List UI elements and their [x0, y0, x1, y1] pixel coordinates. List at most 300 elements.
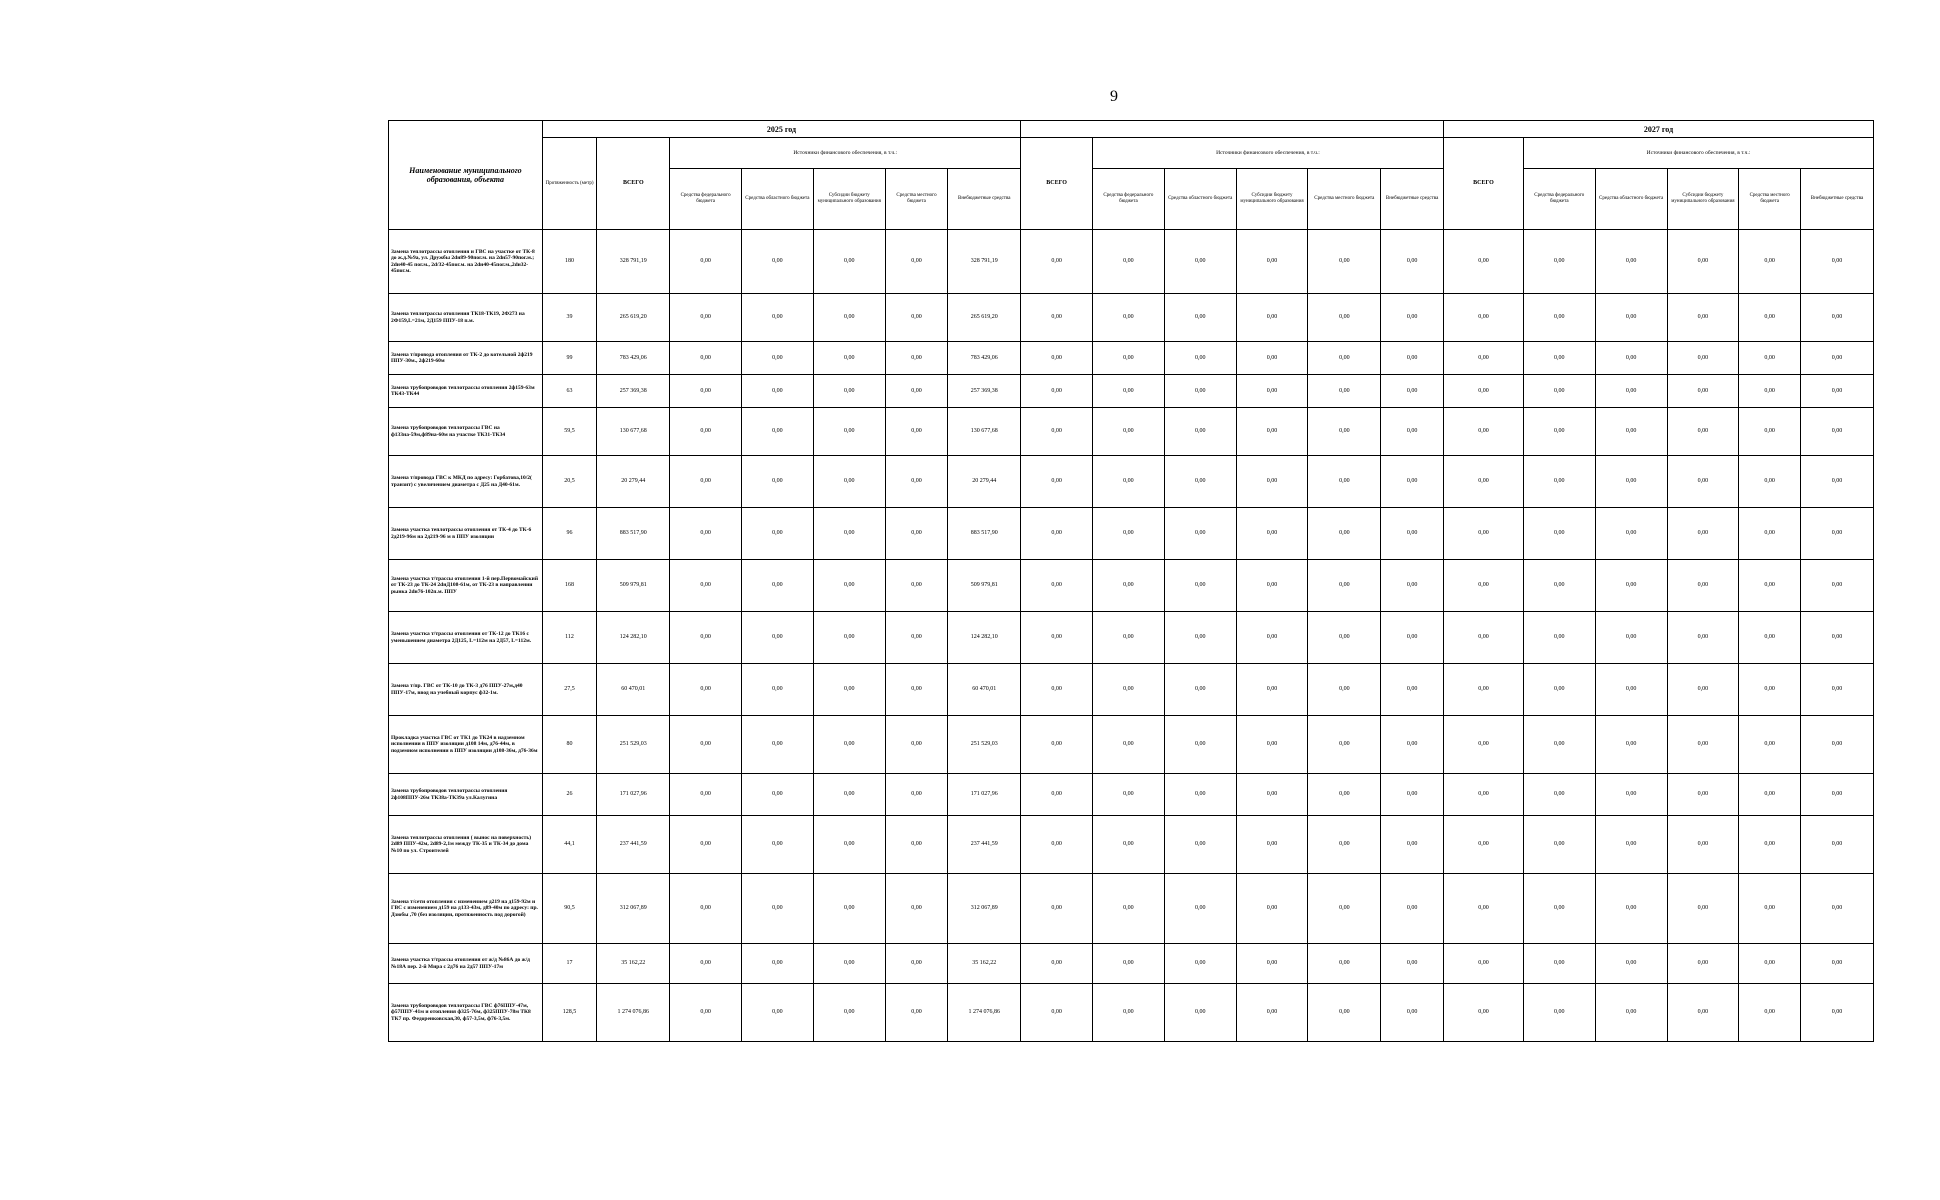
zero-value-cell: 0,00	[1308, 230, 1381, 294]
zero-value-cell: 0,00	[1021, 294, 1093, 342]
table-row	[389, 375, 1874, 408]
source-value-cell: 0,00	[742, 774, 814, 816]
source-value-cell: 0,00	[742, 508, 814, 560]
zero-value-cell: 0,00	[1164, 456, 1236, 508]
zero-value-cell: 0,00	[1523, 664, 1595, 716]
source-value-cell: 0,00	[885, 944, 948, 984]
zero-value-cell: 0,00	[1443, 664, 1523, 716]
zero-value-cell: 0,00	[1667, 508, 1739, 560]
zero-value-cell: 0,00	[1801, 716, 1874, 774]
zero-value-cell: 0,00	[1595, 375, 1667, 408]
length-cell: 44,1	[542, 816, 597, 874]
zero-value-cell: 0,00	[1308, 816, 1381, 874]
length-cell: 128,5	[542, 984, 597, 1042]
zero-value-cell: 0,00	[1801, 774, 1874, 816]
source-column-header: Субсидии бюджету муниципального образования	[1236, 169, 1308, 230]
zero-value-cell: 0,00	[1739, 612, 1801, 664]
zero-value-cell: 0,00	[1021, 774, 1093, 816]
zero-value-cell: 0,00	[1523, 294, 1595, 342]
object-name-cell: Замена участка т/трассы отопления от ж/д №86А до ж/д №18А пер. 2-й Мира с 2д76 на 2д57 ППУ-17м	[389, 944, 543, 984]
zero-value-cell: 0,00	[1595, 716, 1667, 774]
source-value-cell: 0,00	[670, 456, 742, 508]
source-value-cell: 509 979,81	[948, 560, 1021, 612]
source-value-cell: 0,00	[813, 664, 885, 716]
zero-value-cell: 0,00	[1308, 408, 1381, 456]
zero-value-cell: 0,00	[1667, 456, 1739, 508]
source-value-cell: 0,00	[670, 612, 742, 664]
zero-value-cell: 0,00	[1236, 874, 1308, 944]
length-cell: 27,5	[542, 664, 597, 716]
zero-value-cell: 0,00	[1092, 664, 1164, 716]
zero-value-cell: 0,00	[1739, 375, 1801, 408]
source-value-cell: 0,00	[885, 375, 948, 408]
total-cell: 265 619,20	[597, 294, 670, 342]
zero-value-cell: 0,00	[1595, 774, 1667, 816]
source-column-header: Средства федерального бюджета	[670, 169, 742, 230]
zero-value-cell: 0,00	[1801, 664, 1874, 716]
zero-value-cell: 0,00	[1595, 874, 1667, 944]
total-column-header: ВСЕГО	[1021, 138, 1093, 230]
source-value-cell: 0,00	[742, 984, 814, 1042]
table-row	[389, 984, 1874, 1042]
zero-value-cell: 0,00	[1236, 774, 1308, 816]
zero-value-cell: 0,00	[1381, 612, 1444, 664]
zero-value-cell: 0,00	[1443, 560, 1523, 612]
zero-value-cell: 0,00	[1164, 612, 1236, 664]
zero-value-cell: 0,00	[1595, 560, 1667, 612]
source-value-cell: 171 027,96	[948, 774, 1021, 816]
source-value-cell: 0,00	[885, 774, 948, 816]
zero-value-cell: 0,00	[1739, 342, 1801, 375]
zero-value-cell: 0,00	[1236, 294, 1308, 342]
object-name-cell: Замена участка т/трассы отопления от ТК-12 до ТК16 с уменьшением диаметра 2Д125, L=112м на 2Д57, L=112м.	[389, 612, 543, 664]
source-column-header: Средства местного бюджета	[1739, 169, 1801, 230]
zero-value-cell: 0,00	[1523, 560, 1595, 612]
zero-value-cell: 0,00	[1164, 944, 1236, 984]
zero-value-cell: 0,00	[1443, 408, 1523, 456]
zero-value-cell: 0,00	[1164, 294, 1236, 342]
zero-value-cell: 0,00	[1595, 508, 1667, 560]
object-name-cell: Замена участка теплотрассы отопления от ТК-4 до ТК-6 2д219-96м на 2д219-96 м в ППУ изоляции	[389, 508, 543, 560]
zero-value-cell: 0,00	[1523, 408, 1595, 456]
object-name-cell: Замена теплотрассы отопления ( вынос на поверхность) 2d89 ППУ-42м, 2d89-2,1м между ТК-35 и ТК-34 до дома №10 по ул. Строителей	[389, 816, 543, 874]
zero-value-cell: 0,00	[1667, 408, 1739, 456]
zero-value-cell: 0,00	[1381, 456, 1444, 508]
zero-value-cell: 0,00	[1801, 874, 1874, 944]
zero-value-cell: 0,00	[1308, 342, 1381, 375]
length-cell: 59,5	[542, 408, 597, 456]
table-row	[389, 944, 1874, 984]
zero-value-cell: 0,00	[1092, 984, 1164, 1042]
zero-value-cell: 0,00	[1667, 560, 1739, 612]
source-value-cell: 0,00	[670, 874, 742, 944]
zero-value-cell: 0,00	[1523, 816, 1595, 874]
zero-value-cell: 0,00	[1092, 774, 1164, 816]
table-row	[389, 716, 1874, 774]
source-value-cell: 0,00	[885, 984, 948, 1042]
zero-value-cell: 0,00	[1381, 874, 1444, 944]
source-value-cell: 0,00	[813, 816, 885, 874]
name-column-header: Наименование муниципального образования, объекта	[389, 121, 543, 230]
zero-value-cell: 0,00	[1381, 716, 1444, 774]
source-value-cell: 237 441,59	[948, 816, 1021, 874]
length-cell: 63	[542, 375, 597, 408]
length-cell: 99	[542, 342, 597, 375]
zero-value-cell: 0,00	[1021, 560, 1093, 612]
total-cell: 1 274 076,86	[597, 984, 670, 1042]
zero-value-cell: 0,00	[1739, 456, 1801, 508]
table-row	[389, 816, 1874, 874]
zero-value-cell: 0,00	[1021, 456, 1093, 508]
source-value-cell: 328 791,19	[948, 230, 1021, 294]
object-name-cell: Замена трубопроводов теплотрассы ГВС ф76ППУ-47м, ф57ППУ-41м и отопления ф325-76м, ф325ППУ-78м ТК8 ТК7 пр. Федоренковская,30, ф57-3,5м, ф76-3,5м.	[389, 984, 543, 1042]
source-column-header: Средства областного бюджета	[1595, 169, 1667, 230]
zero-value-cell: 0,00	[1308, 774, 1381, 816]
total-cell: 171 027,96	[597, 774, 670, 816]
source-value-cell: 0,00	[813, 560, 885, 612]
zero-value-cell: 0,00	[1092, 560, 1164, 612]
source-value-cell: 0,00	[813, 375, 885, 408]
source-value-cell: 0,00	[670, 716, 742, 774]
zero-value-cell: 0,00	[1801, 408, 1874, 456]
source-value-cell: 0,00	[885, 508, 948, 560]
source-value-cell: 0,00	[670, 816, 742, 874]
zero-value-cell: 0,00	[1308, 984, 1381, 1042]
object-name-cell: Замена т/провода отопления от ТК-2 до котельной 2ф219 ППУ-30м., 2ф219-60м	[389, 342, 543, 375]
zero-value-cell: 0,00	[1667, 774, 1739, 816]
table-row	[389, 342, 1874, 375]
zero-value-cell: 0,00	[1523, 984, 1595, 1042]
zero-value-cell: 0,00	[1021, 874, 1093, 944]
source-value-cell: 0,00	[813, 508, 885, 560]
source-value-cell: 124 282,10	[948, 612, 1021, 664]
zero-value-cell: 0,00	[1308, 294, 1381, 342]
zero-value-cell: 0,00	[1739, 774, 1801, 816]
zero-value-cell: 0,00	[1092, 408, 1164, 456]
zero-value-cell: 0,00	[1381, 294, 1444, 342]
source-value-cell: 1 274 076,86	[948, 984, 1021, 1042]
source-value-cell: 0,00	[885, 342, 948, 375]
zero-value-cell: 0,00	[1523, 774, 1595, 816]
source-value-cell: 0,00	[742, 408, 814, 456]
table-row	[389, 230, 1874, 294]
budget-table	[388, 120, 1874, 1042]
zero-value-cell: 0,00	[1308, 560, 1381, 612]
zero-value-cell: 0,00	[1092, 612, 1164, 664]
source-value-cell: 0,00	[813, 408, 885, 456]
zero-value-cell: 0,00	[1092, 716, 1164, 774]
source-value-cell: 0,00	[670, 508, 742, 560]
zero-value-cell: 0,00	[1381, 664, 1444, 716]
source-value-cell: 0,00	[670, 984, 742, 1042]
length-cell: 39	[542, 294, 597, 342]
zero-value-cell: 0,00	[1523, 612, 1595, 664]
zero-value-cell: 0,00	[1308, 375, 1381, 408]
zero-value-cell: 0,00	[1739, 944, 1801, 984]
zero-value-cell: 0,00	[1381, 375, 1444, 408]
source-value-cell: 0,00	[885, 716, 948, 774]
zero-value-cell: 0,00	[1667, 716, 1739, 774]
zero-value-cell: 0,00	[1308, 716, 1381, 774]
zero-value-cell: 0,00	[1236, 612, 1308, 664]
zero-value-cell: 0,00	[1164, 560, 1236, 612]
total-cell: 237 441,59	[597, 816, 670, 874]
zero-value-cell: 0,00	[1667, 375, 1739, 408]
zero-value-cell: 0,00	[1308, 874, 1381, 944]
zero-value-cell: 0,00	[1595, 612, 1667, 664]
zero-value-cell: 0,00	[1443, 984, 1523, 1042]
total-cell: 257 369,38	[597, 375, 670, 408]
zero-value-cell: 0,00	[1381, 230, 1444, 294]
source-value-cell: 20 279,44	[948, 456, 1021, 508]
sources-header: Источники финансового обеспечения, в т.ч.:	[1523, 138, 1873, 169]
zero-value-cell: 0,00	[1443, 342, 1523, 375]
source-value-cell: 0,00	[742, 874, 814, 944]
zero-value-cell: 0,00	[1739, 984, 1801, 1042]
zero-value-cell: 0,00	[1801, 294, 1874, 342]
length-cell: 80	[542, 716, 597, 774]
zero-value-cell: 0,00	[1021, 508, 1093, 560]
zero-value-cell: 0,00	[1236, 342, 1308, 375]
zero-value-cell: 0,00	[1092, 508, 1164, 560]
length-column-header: Протяженность (метр)	[542, 138, 597, 230]
source-column-header: Средства местного бюджета	[1308, 169, 1381, 230]
zero-value-cell: 0,00	[1443, 716, 1523, 774]
source-value-cell: 0,00	[885, 408, 948, 456]
total-cell: 20 279,44	[597, 456, 670, 508]
zero-value-cell: 0,00	[1164, 664, 1236, 716]
source-column-header: Субсидии бюджету муниципального образования	[1667, 169, 1739, 230]
source-value-cell: 60 470,01	[948, 664, 1021, 716]
source-value-cell: 0,00	[742, 612, 814, 664]
source-value-cell: 883 517,90	[948, 508, 1021, 560]
page-number: 9	[1110, 88, 1118, 105]
source-value-cell: 0,00	[670, 664, 742, 716]
source-column-header: Внебюджетные средства	[1381, 169, 1444, 230]
source-value-cell: 0,00	[813, 612, 885, 664]
zero-value-cell: 0,00	[1164, 774, 1236, 816]
length-cell: 17	[542, 944, 597, 984]
zero-value-cell: 0,00	[1308, 612, 1381, 664]
source-value-cell: 0,00	[813, 984, 885, 1042]
zero-value-cell: 0,00	[1092, 230, 1164, 294]
zero-value-cell: 0,00	[1092, 816, 1164, 874]
source-value-cell: 312 067,89	[948, 874, 1021, 944]
total-cell: 60 470,01	[597, 664, 670, 716]
total-cell: 251 529,03	[597, 716, 670, 774]
source-value-cell: 0,00	[885, 874, 948, 944]
object-name-cell: Замена трубопроводов теплотрассы отопления 2ф108ППУ-26м ТК38а-ТК39а ул.Калугина	[389, 774, 543, 816]
sources-header: Источники финансового обеспечения, в т.ч.:	[670, 138, 1021, 169]
total-cell: 509 979,81	[597, 560, 670, 612]
zero-value-cell: 0,00	[1801, 612, 1874, 664]
source-value-cell: 265 619,20	[948, 294, 1021, 342]
table-row	[389, 508, 1874, 560]
source-value-cell: 0,00	[742, 294, 814, 342]
source-value-cell: 0,00	[742, 664, 814, 716]
zero-value-cell: 0,00	[1021, 375, 1093, 408]
zero-value-cell: 0,00	[1595, 944, 1667, 984]
source-value-cell: 0,00	[813, 774, 885, 816]
object-name-cell: Замена участка т/трассы отопления 1-й пер.Первомайский от ТК-23 до ТК-24 2dнД108-61м, от ТК-23 в направлении рынка 2dн76-102п.м. ППУ	[389, 560, 543, 612]
zero-value-cell: 0,00	[1667, 984, 1739, 1042]
zero-value-cell: 0,00	[1381, 984, 1444, 1042]
zero-value-cell: 0,00	[1092, 294, 1164, 342]
length-cell: 96	[542, 508, 597, 560]
source-value-cell: 35 162,22	[948, 944, 1021, 984]
source-value-cell: 251 529,03	[948, 716, 1021, 774]
zero-value-cell: 0,00	[1595, 816, 1667, 874]
zero-value-cell: 0,00	[1523, 944, 1595, 984]
zero-value-cell: 0,00	[1443, 774, 1523, 816]
zero-value-cell: 0,00	[1443, 375, 1523, 408]
total-column-header: ВСЕГО	[1443, 138, 1523, 230]
source-value-cell: 0,00	[670, 408, 742, 456]
zero-value-cell: 0,00	[1021, 664, 1093, 716]
zero-value-cell: 0,00	[1021, 984, 1093, 1042]
source-column-header: Внебюджетные средства	[1801, 169, 1874, 230]
source-value-cell: 0,00	[813, 342, 885, 375]
length-cell: 168	[542, 560, 597, 612]
source-value-cell: 130 677,68	[948, 408, 1021, 456]
zero-value-cell: 0,00	[1739, 230, 1801, 294]
source-value-cell: 0,00	[742, 230, 814, 294]
zero-value-cell: 0,00	[1236, 944, 1308, 984]
zero-value-cell: 0,00	[1381, 774, 1444, 816]
zero-value-cell: 0,00	[1667, 294, 1739, 342]
zero-value-cell: 0,00	[1801, 456, 1874, 508]
zero-value-cell: 0,00	[1164, 984, 1236, 1042]
source-value-cell: 0,00	[670, 342, 742, 375]
zero-value-cell: 0,00	[1739, 508, 1801, 560]
zero-value-cell: 0,00	[1667, 944, 1739, 984]
zero-value-cell: 0,00	[1595, 230, 1667, 294]
source-value-cell: 0,00	[813, 944, 885, 984]
length-cell: 20,5	[542, 456, 597, 508]
source-value-cell: 0,00	[670, 944, 742, 984]
table-row	[389, 664, 1874, 716]
zero-value-cell: 0,00	[1667, 612, 1739, 664]
table-row	[389, 294, 1874, 342]
source-value-cell: 0,00	[885, 664, 948, 716]
object-name-cell: Замена теплотрассы отопления и ГВС на участке от ТК-8 до ж.д.№9а, ул. Дружбы 2dн89-90пог.м. на 2dн57-90пог.м.; 2dн40-45 пог.м., 2d/32-45пог.м. на 2dн40-45пог.м.,2dн32-45пог.м.	[389, 230, 543, 294]
source-value-cell: 0,00	[742, 716, 814, 774]
zero-value-cell: 0,00	[1164, 816, 1236, 874]
source-value-cell: 0,00	[885, 612, 948, 664]
source-column-header: Средства федерального бюджета	[1523, 169, 1595, 230]
source-value-cell: 0,00	[813, 294, 885, 342]
zero-value-cell: 0,00	[1236, 716, 1308, 774]
zero-value-cell: 0,00	[1443, 508, 1523, 560]
zero-value-cell: 0,00	[1801, 560, 1874, 612]
zero-value-cell: 0,00	[1092, 944, 1164, 984]
source-value-cell: 0,00	[885, 230, 948, 294]
zero-value-cell: 0,00	[1595, 408, 1667, 456]
zero-value-cell: 0,00	[1801, 375, 1874, 408]
zero-value-cell: 0,00	[1164, 230, 1236, 294]
zero-value-cell: 0,00	[1595, 984, 1667, 1042]
zero-value-cell: 0,00	[1092, 375, 1164, 408]
table-row	[389, 612, 1874, 664]
total-cell: 328 791,19	[597, 230, 670, 294]
source-value-cell: 0,00	[670, 230, 742, 294]
total-cell: 35 162,22	[597, 944, 670, 984]
source-value-cell: 0,00	[742, 560, 814, 612]
source-value-cell: 0,00	[670, 560, 742, 612]
zero-value-cell: 0,00	[1021, 944, 1093, 984]
zero-value-cell: 0,00	[1667, 664, 1739, 716]
sources-header: Источники финансового обеспечения, в т.ч.:	[1092, 138, 1443, 169]
zero-value-cell: 0,00	[1595, 456, 1667, 508]
zero-value-cell: 0,00	[1443, 816, 1523, 874]
source-value-cell: 257 369,38	[948, 375, 1021, 408]
zero-value-cell: 0,00	[1236, 816, 1308, 874]
zero-value-cell: 0,00	[1308, 456, 1381, 508]
zero-value-cell: 0,00	[1236, 456, 1308, 508]
source-column-header: Субсидии бюджету муниципального образования	[813, 169, 885, 230]
zero-value-cell: 0,00	[1523, 716, 1595, 774]
total-cell: 883 517,90	[597, 508, 670, 560]
object-name-cell: Замена т/пр. ГВС от ТК-10 до ТК-3 д76 ППУ-27м,д40 ППУ-17м, ввод на учебный корпус ф32-1м.	[389, 664, 543, 716]
zero-value-cell: 0,00	[1021, 816, 1093, 874]
zero-value-cell: 0,00	[1381, 408, 1444, 456]
zero-value-cell: 0,00	[1021, 408, 1093, 456]
zero-value-cell: 0,00	[1667, 230, 1739, 294]
table-row	[389, 560, 1874, 612]
object-name-cell: Замена теплотрассы отопления ТК18-ТК19, 2Ф273 на 2Ф159,L=21м, 2Д159 ППУ-18 п.м.	[389, 294, 543, 342]
zero-value-cell: 0,00	[1092, 874, 1164, 944]
zero-value-cell: 0,00	[1801, 230, 1874, 294]
zero-value-cell: 0,00	[1236, 664, 1308, 716]
zero-value-cell: 0,00	[1667, 816, 1739, 874]
object-name-cell: Замена трубопроводов теплотрассы ГВС на ф133на-59м,ф89на-60м на участке ТК31-ТК34	[389, 408, 543, 456]
zero-value-cell: 0,00	[1236, 408, 1308, 456]
source-column-header: Средства местного бюджета	[885, 169, 948, 230]
total-cell: 783 429,06	[597, 342, 670, 375]
zero-value-cell: 0,00	[1236, 508, 1308, 560]
object-name-cell: Замена т/сети отопления с изменением д219 на д159-92м и ГВС с изменением д159 на д133-43м, д89-40м по адресу: пр. Дзюбы ,70 (без изоляции, протяженность под дорогой)	[389, 874, 543, 944]
zero-value-cell: 0,00	[1164, 408, 1236, 456]
source-value-cell: 0,00	[813, 716, 885, 774]
zero-value-cell: 0,00	[1443, 456, 1523, 508]
zero-value-cell: 0,00	[1092, 342, 1164, 375]
source-column-header: Средства федерального бюджета	[1092, 169, 1164, 230]
zero-value-cell: 0,00	[1164, 342, 1236, 375]
source-column-header: Средства областного бюджета	[1164, 169, 1236, 230]
source-value-cell: 0,00	[885, 294, 948, 342]
zero-value-cell: 0,00	[1443, 944, 1523, 984]
table-row	[389, 408, 1874, 456]
length-cell: 90,5	[542, 874, 597, 944]
zero-value-cell: 0,00	[1523, 874, 1595, 944]
source-value-cell: 0,00	[885, 560, 948, 612]
source-column-header: Средства областного бюджета	[742, 169, 814, 230]
zero-value-cell: 0,00	[1443, 294, 1523, 342]
zero-value-cell: 0,00	[1801, 984, 1874, 1042]
zero-value-cell: 0,00	[1739, 716, 1801, 774]
zero-value-cell: 0,00	[1381, 560, 1444, 612]
zero-value-cell: 0,00	[1523, 375, 1595, 408]
zero-value-cell: 0,00	[1667, 342, 1739, 375]
zero-value-cell: 0,00	[1801, 508, 1874, 560]
zero-value-cell: 0,00	[1021, 342, 1093, 375]
zero-value-cell: 0,00	[1308, 508, 1381, 560]
blank-year-header	[1021, 121, 1444, 138]
zero-value-cell: 0,00	[1381, 816, 1444, 874]
zero-value-cell: 0,00	[1523, 456, 1595, 508]
total-cell: 312 067,89	[597, 874, 670, 944]
zero-value-cell: 0,00	[1801, 816, 1874, 874]
